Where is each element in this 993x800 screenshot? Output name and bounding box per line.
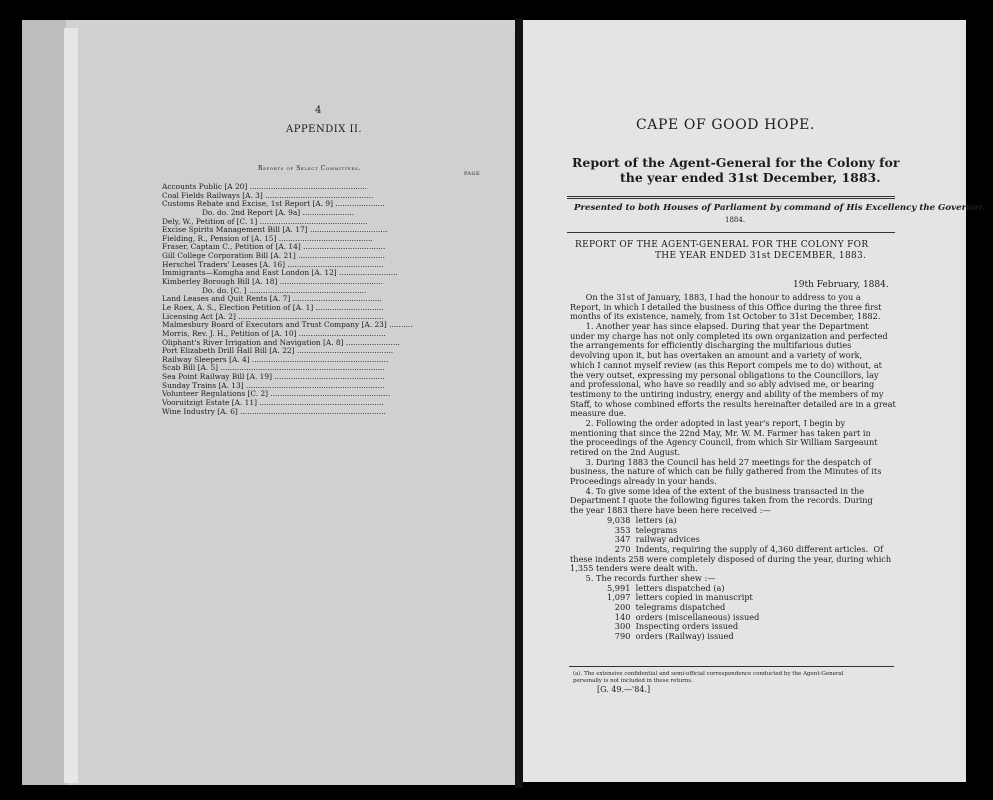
- report-body-line: 2. Following the order adopted in last year's report, I begin by: [570, 418, 846, 428]
- committee-report-entry: Railway Sleepers [A. 4] ..........................................................: [162, 355, 389, 364]
- committee-report-entry: Accounts Public [A 20] ..................................................: [162, 183, 368, 191]
- book-gutter: [515, 18, 523, 788]
- left-page-fold: [64, 28, 78, 783]
- report-body-line: Staff, to whose combined efforts the results hereinafter detailed are in a great: [570, 399, 896, 409]
- report-body-line: measure due.: [570, 409, 627, 419]
- presented-line: Presented to both Houses of Parliament by command of His Excellency the Governor.: [574, 203, 985, 213]
- footnote-rule: [569, 666, 894, 667]
- report-body-line: mentioning that since the 22nd May, Mr. W. M. Farmer has taken part in: [570, 428, 871, 438]
- appendix-heading: APPENDIX II.: [286, 124, 363, 135]
- report-body-line: and professional, who have so readily and so ably advised me, or bearing: [570, 380, 875, 390]
- committee-report-entry: Excise Spirits Management Bill [A. 17] .................................: [162, 226, 388, 235]
- committee-report-entry: Oliphant's River Irrigation and Navigation [A. 8] .......................: [162, 338, 400, 347]
- report-body-line: Proceedings already in your hands.: [570, 477, 717, 487]
- report-date: 19th February, 1884.: [793, 280, 889, 290]
- report-body-line: 5,991 letters dispatched (a): [607, 583, 725, 593]
- committee-report-entry: Fielding, R., Pension of [A. 15] ........................................: [162, 234, 373, 243]
- report-body-line: On the 31st of January, 1883, I had the honour to address to you a: [570, 293, 861, 302]
- committee-report-entry: Malmesbury Board of Executors and Trust Company [A. 23] ..........: [162, 321, 413, 330]
- report-body-line: the arrangements for efficiently discharging the multifarious duties: [570, 341, 852, 351]
- report-body: [570, 293, 900, 642]
- committee-report-entry: Sea Point Railway Bill [A. 19] ...............................................: [162, 373, 385, 382]
- report-body-line: the proceedings of the Agency Council, from which Sir William Sargeaunt: [570, 438, 878, 448]
- left-page-edge: [22, 20, 66, 785]
- divider-rule: [567, 196, 895, 197]
- footnote-line2: personally is not included in these returns.: [573, 678, 693, 684]
- committee-report-entry: Scab Bill [A. 5] ......................................................................: [162, 364, 385, 373]
- page-number: 4: [315, 105, 322, 116]
- report-body-line: 200 telegrams dispatched: [607, 603, 726, 612]
- committee-report-entry: Gill College Corporation Bill [A. 21] .....................................: [162, 252, 386, 261]
- report-body-line: the very outset, expressing my personal obligations to the Councillors, lay: [570, 370, 879, 380]
- report-body-line: under my charge has not only completed its own organization and perfected: [570, 331, 888, 341]
- report-body-line: 1,097 letters copied in manuscript: [607, 593, 753, 603]
- report-body-line: the year 1883 there have been here received :—: [570, 506, 771, 516]
- committee-report-entry: Le Roex, A. S., Election Petition of [A. 1] .............................: [162, 303, 384, 312]
- committee-report-entry: Kimberley Borough Bill [A. 18] ............................................: [162, 278, 384, 287]
- footnote-line1: (a). The extensive confidential and semi-official correspondence conducted by the Agent-General: [573, 671, 844, 677]
- report-body-line: 1. Another year has since elapsed. During that year the Department: [570, 322, 869, 332]
- report-heading-line2: THE YEAR ENDED 31st DECEMBER, 1883.: [655, 251, 867, 261]
- committee-report-entry: Fraser, Captain C., Petition of [A. 14] ...................................: [162, 243, 386, 252]
- report-body-line: these indents 258 were completely disposed of during the year, during which: [570, 554, 892, 564]
- page-column-label: PAGE: [464, 171, 481, 177]
- committee-report-entry: Coal Fields Railways [A. 3] ..............................................: [162, 191, 374, 200]
- report-body-line: 5. The records further shew :—: [570, 573, 716, 583]
- document-title: CAPE OF GOOD HOPE.: [636, 117, 815, 133]
- committee-report-entry: Port Elizabeth Drill Hall Bill [A. 22] .........................................: [162, 347, 394, 356]
- committee-report-entry: Licensing Act [A. 2] ..............................................................: [162, 312, 384, 321]
- report-body-line: months of its existence, namely, from 1st October to 31st December, 1882.: [570, 312, 881, 322]
- report-body-line: which I cannot myself review (as this Report compels me to do) without, at: [570, 360, 882, 370]
- report-heading-line1: REPORT OF THE AGENT-GENERAL FOR THE COLONY FOR: [575, 240, 869, 250]
- committee-report-entry: Dely, W., Petition of [C. 1] ..............................................: [162, 217, 368, 226]
- committee-report-entry: Wine Industry [A. 6] ..............................................................: [162, 407, 386, 416]
- committee-report-entry: Customs Rebate and Excise, 1st Report [A. 9] .....................: [162, 200, 385, 209]
- presented-year: 1884.: [725, 216, 746, 224]
- committee-report-list: [162, 183, 472, 416]
- report-body-line: 353 telegrams: [607, 525, 678, 535]
- report-body-line: Report, in which I detailed the business of this Office during the three first: [570, 302, 882, 312]
- committee-report-entry: Land Leases and Quit Rents [A. 7] ......................................: [162, 295, 382, 304]
- committee-report-entry: Immigrants—Komgha and East London [A. 12] .........................: [162, 269, 398, 278]
- report-body-line: testimony to the untiring industry, energy and ability of the members of my: [570, 389, 884, 399]
- report-body-line: 9,038 letters (a): [607, 515, 677, 525]
- committee-report-entry: Sunday Trains [A. 13] ...........................................................: [162, 381, 385, 390]
- report-body-line: 790 orders (Railway) issued: [607, 632, 734, 642]
- committee-report-entry: Do. do. [C. ] ..................................................: [202, 286, 367, 295]
- document-reference: [G. 49.—'84.]: [597, 685, 651, 694]
- report-body-line: Department I quote the following figures taken from the records. During: [570, 496, 873, 506]
- report-body-line: business, the nature of which can be fully gathered from the Minutes of its: [570, 467, 882, 477]
- divider-rule: [567, 232, 895, 233]
- report-body-line: devolving upon it, but has overtaken an amount and a variety of work,: [570, 351, 863, 361]
- report-body-line: 300 Inspecting orders issued: [607, 622, 739, 632]
- divider-rule: [567, 198, 895, 199]
- report-subtitle-line1: Report of the Agent-General for the Colony for: [572, 155, 900, 170]
- report-subtitle-line2: the year ended 31st December, 1883.: [620, 170, 881, 185]
- report-body-line: 3. During 1883 the Council has held 27 meetings for the despatch of: [570, 457, 871, 467]
- report-body-line: 347 railway advices: [607, 535, 700, 545]
- report-body-line: 1,355 tenders were dealt with.: [570, 564, 698, 574]
- report-body-line: retired on the 2nd August.: [570, 448, 681, 457]
- report-body-line: 140 orders (miscellaneous) issued: [607, 612, 760, 622]
- committee-report-entry: Do. do. 2nd Report [A. 9a] ......................: [202, 208, 355, 217]
- committee-report-entry: Vooruitzigt Estate [A. 11] .....................................................: [162, 399, 384, 408]
- committee-report-entry: Herschel Traders' Leases [A. 16] .........................................: [162, 260, 384, 269]
- committee-report-entry: Volunteer Regulations [C. 2] ...................................................: [162, 390, 391, 399]
- section-heading: Reports of Select Committees.: [258, 165, 361, 172]
- report-body-line: 4. To give some idea of the extent of the business transacted in the: [570, 486, 865, 496]
- report-body-line: 270 Indents, requiring the supply of 4,360 different articles. Of: [607, 544, 884, 554]
- committee-report-entry: Morris, Rev. J. H., Petition of [A. 10] .....................................: [162, 329, 386, 338]
